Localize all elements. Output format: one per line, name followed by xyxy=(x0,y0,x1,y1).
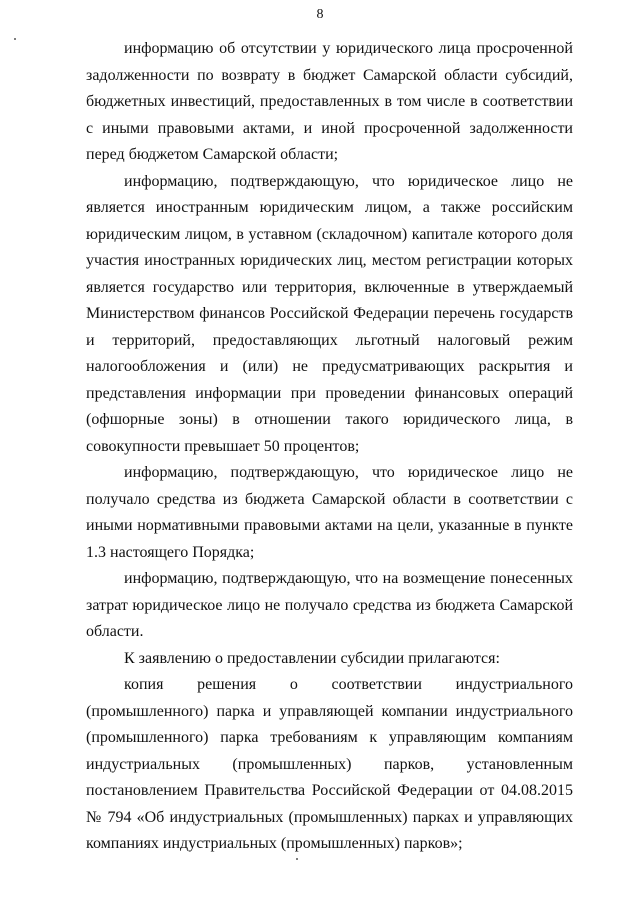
paragraph-attachments-heading: К заявлению о предоставлении субсидии прилагаются: xyxy=(124,649,500,667)
scan-speck xyxy=(296,858,298,860)
scan-speck xyxy=(14,38,16,40)
paragraph-park-compliance-decision-copy: копия решения о соответствии индустриального (промышленного) парка и управляющей компании индустриального (промышленного) парка требованиям к управляющим компаниям индустриальных (промышленных) парков, установленным постановлением Правительства Российской Федерации от 04.08.2015 № 794 «Об индустриальных (промышленных) парках и управляющих компаниях индустриальных (промышленных) парков»; xyxy=(86,676,573,852)
paragraph-no-budget-funds-other-acts-info: информацию, подтверждающую, что юридическое лицо не получало средства из бюджета Самарской области в соответствии с иными нормативными правовыми актами на цели, указанные в пункте 1.3 настоящего Порядка; xyxy=(86,464,573,561)
paragraph-overdue-debt-info: информацию об отсутствии у юридического лица просроченной задолженности по возврату в бюджет Самарской области субсидий, бюджетных инвестиций, предоставленных в том числе в соответствии с иными правовыми актами, и иной просроченной задолженности перед бюджетом Самарской области; xyxy=(86,40,573,163)
paragraph-no-budget-funds-compensation-info: информацию, подтверждающую, что на возмещение понесенных затрат юридическое лицо не получало средства из бюджета Самарской области. xyxy=(86,570,573,640)
document-body xyxy=(86,36,573,858)
page-number: 8 xyxy=(316,7,324,22)
paragraph-not-foreign-entity-info: информацию, подтверждающую, что юридическое лицо не является иностранным юридическим лицом, а также российским юридическим лицом, в уставном (складочном) капитале которого доля участия иностранных юридических лиц, местом регистрации которых является государство или территория, включенные в утверждаемый Министерством финансов Российской Федерации перечень государств и территорий, предоставляющих льготный налоговый режим налогообложения и (или) не предусматривающих раскрытия и представления информации при проведении финансовых операций (офшорные зоны) в отношении такого юридического лица, в совокупности превышает 50 процентов; xyxy=(86,172,573,455)
